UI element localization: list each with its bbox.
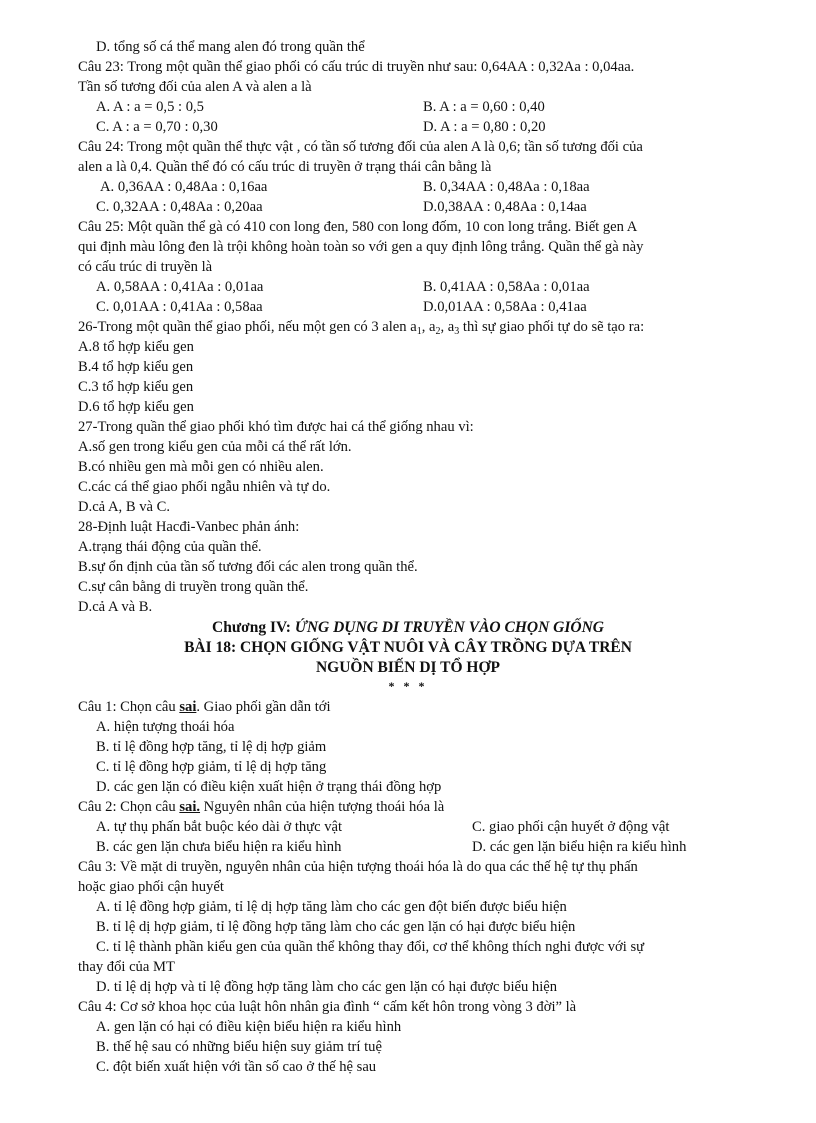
chapter-title: Chương IV: ỨNG DỤNG DI TRUYỀN VÀO CHỌN GIỐNG	[212, 619, 604, 636]
q28-stem: 28-Định luật Hacđi-Vanbec phản ánh:	[78, 519, 300, 535]
c3-option-d: D. tỉ lệ dị hợp và tỉ lệ đồng hợp tăng làm cho các gen lặn có hại được biểu hiện	[96, 979, 558, 995]
c4-option-b: B. thế hệ sau có những biểu hiện suy giảm trí tuệ	[96, 1039, 382, 1055]
q23-stem-line2: Tần số tương đối của alen A và alen a là	[78, 79, 312, 95]
q24-stem-line2: alen a là 0,4. Quần thể đó có cấu trúc di truyền ở trạng thái cân bằng là	[78, 159, 492, 175]
q23-option-d: D. A : a = 0,80 : 0,20	[423, 119, 546, 135]
q28-option-d: D.cả A và B.	[78, 599, 153, 615]
c2-option-d: D. các gen lặn biểu hiện ra kiểu hình	[472, 839, 687, 855]
q25-stem-line2: qui định màu lông đen là trội không hoàn toàn so với gen a quy định lông trắng. Quần thể gà này	[78, 239, 644, 255]
c3-option-b: B. tỉ lệ dị hợp giảm, tỉ lệ đồng hợp tăng làm cho các gen lặn có hại được biểu hiện	[96, 919, 576, 935]
q25-option-a: A. 0,58AA : 0,41Aa : 0,01aa	[96, 279, 264, 295]
q25-option-c: C. 0,01AA : 0,41Aa : 0,58aa	[96, 299, 263, 315]
q27-option-c: C.các cá thể giao phối ngẫu nhiên và tự do.	[78, 479, 331, 495]
c1-option-a: A. hiện tượng thoái hóa	[96, 719, 235, 735]
c2-stem: Câu 2: Chọn câu sai. Nguyên nhân của hiện tượng thoái hóa là	[78, 799, 445, 815]
q27-option-d: D.cả A, B và C.	[78, 499, 171, 515]
q23-option-a: A. A : a = 0,5 : 0,5	[96, 99, 204, 115]
q25-stem-line1: Câu 25: Một quần thể gà có 410 con long đen, 580 con long đốm, 10 con long trắng. Biết gen A	[78, 219, 638, 235]
q27-stem: 27-Trong quần thể giao phối khó tìm được hai cá thể giống nhau vì:	[78, 419, 474, 435]
q24-option-a: A. 0,36AA : 0,48Aa : 0,16aa	[100, 179, 268, 195]
q24-stem-line1: Câu 24: Trong một quần thể thực vật , có tần số tương đối của alen A là 0,6; tần số tương đối của	[78, 139, 643, 155]
q25-option-b: B. 0,41AA : 0,58Aa : 0,01aa	[423, 279, 590, 295]
q23-option-b: B. A : a = 0,60 : 0,40	[423, 99, 545, 115]
q27-option-a: A.số gen trong kiểu gen của mỗi cá thể rất lớn.	[78, 439, 352, 455]
q28-option-a: A.trạng thái động của quần thể.	[78, 539, 262, 555]
q24-option-c: C. 0,32AA : 0,48Aa : 0,20aa	[96, 199, 263, 215]
intro-option-d: D. tổng số cá thể mang alen đó trong quần thể	[96, 39, 365, 55]
q26-option-b: B.4 tổ hợp kiểu gen	[78, 359, 194, 375]
section-separator-stars: * * *	[388, 679, 428, 693]
lesson-title-line2: NGUỒN BIẾN DỊ TỔ HỢP	[315, 659, 501, 676]
q26-stem: 26-Trong một quần thể giao phối, nếu một gen có 3 alen $a_1$, $a_2$, $a_3$ thì sự giao phối tự do sẽ tạo ra:	[78, 319, 645, 337]
q27-option-b: B.có nhiều gen mà mỗi gen có nhiều alen.	[78, 459, 324, 475]
c2-option-a: A. tự thụ phấn bắt buộc kéo dài ở thực vật	[96, 819, 343, 835]
c3-option-a: A. tỉ lệ đồng hợp giảm, tỉ lệ dị hợp tăng làm cho các gen đột biến được biểu hiện	[96, 899, 567, 915]
c3-option-c-line2: thay đổi của MT	[78, 959, 175, 975]
q25-stem-line3: có cấu trúc di truyền là	[78, 259, 213, 275]
c1-option-c: C. tỉ lệ đồng hợp giảm, tỉ lệ dị hợp tăng	[96, 759, 327, 775]
c1-stem: Câu 1: Chọn câu sai. Giao phối gần dẫn tới	[78, 699, 331, 715]
c3-stem-line1: Câu 3: Về mặt di truyền, nguyên nhân của hiện tượng thoái hóa là do qua các thế hệ tự thụ phấn	[78, 859, 638, 875]
c4-stem: Câu 4: Cơ sở khoa học của luật hôn nhân gia đình “ cấm kết hôn trong vòng 3 đời” là	[78, 999, 577, 1015]
q28-option-b: B.sự ổn định của tần số tương đối các alen trong quần thể.	[78, 559, 418, 575]
q24-option-d: D.0,38AA : 0,48Aa : 0,14aa	[423, 199, 587, 215]
c2-option-c: C. giao phối cận huyết ở động vật	[472, 819, 670, 835]
c3-stem-line2: hoặc giao phối cận huyết	[78, 879, 224, 895]
q23-stem-line1: Câu 23: Trong một quần thể giao phối có cấu trúc di truyền như sau: 0,64AA : 0,32Aa : 0,04aa.	[78, 59, 635, 75]
c2-option-b: B. các gen lặn chưa biểu hiện ra kiểu hình	[96, 839, 342, 855]
c1-option-b: B. tỉ lệ đồng hợp tăng, tỉ lệ dị hợp giảm	[96, 739, 327, 755]
q26-option-d: D.6 tổ hợp kiểu gen	[78, 399, 194, 415]
q26-option-c: C.3 tổ hợp kiểu gen	[78, 379, 194, 395]
q25-option-d: D.0,01AA : 0,58Aa : 0,41aa	[423, 299, 587, 315]
q23-option-c: C. A : a = 0,70 : 0,30	[96, 119, 218, 135]
lesson-title-line1: BÀI 18: CHỌN GIỐNG VẬT NUÔI VÀ CÂY TRỒNG DỰA TRÊN	[184, 639, 632, 656]
q28-option-c: C.sự cân bằng di truyền trong quần thể.	[78, 579, 309, 595]
q26-option-a: A.8 tổ hợp kiểu gen	[78, 339, 194, 355]
c4-option-c: C. đột biến xuất hiện với tần số cao ở thế hệ sau	[96, 1059, 377, 1075]
c1-option-d: D. các gen lặn có điều kiện xuất hiện ở trạng thái đồng hợp	[96, 779, 442, 795]
q24-option-b: B. 0,34AA : 0,48Aa : 0,18aa	[423, 179, 590, 195]
c3-option-c-line1: C. tỉ lệ thành phần kiểu gen của quần thể không thay đổi, cơ thể không thích nghi được với sự	[96, 939, 645, 955]
c4-option-a: A. gen lặn có hại có điều kiện biểu hiện ra kiểu hình	[96, 1019, 402, 1035]
